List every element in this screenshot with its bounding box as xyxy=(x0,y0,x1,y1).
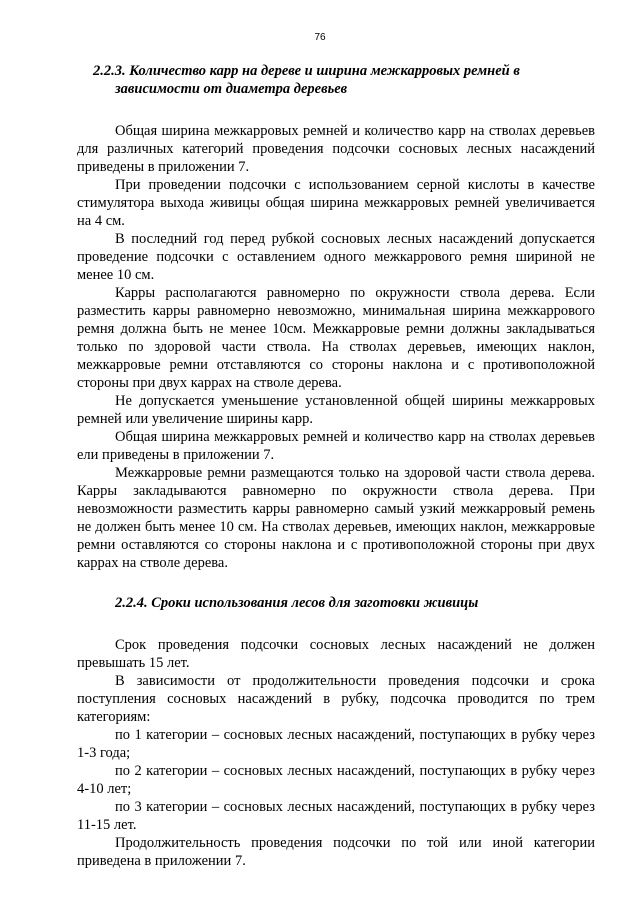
paragraph: В зависимости от продолжительности проведения подсочки и срока поступления сосновых насаждений в рубку, подсочка проводится по трем категориям: xyxy=(77,673,595,725)
paragraph: Межкарровые ремни размещаются только на здоровой части ствола дерева. Карры закладываются равномерно по окружности ствола дерева. При невозможности разместить карры равномерно самый узкий межкарровый ремень не должен быть менее 10 см. На стволах деревьев, имеющих наклон, межкарровые ремни оставляются со стороны наклона и с противоположной стороны при двух каррах на стволе дерева. xyxy=(77,465,595,571)
list-item: по 2 категории – сосновых лесных насаждений, поступающих в рубку через 4-10 лет; xyxy=(77,763,595,797)
list-item: по 3 категории – сосновых лесных насаждений, поступающих в рубку через 11-15 лет. xyxy=(77,799,595,833)
section-2-2-4 xyxy=(77,594,595,870)
paragraph: Не допускается уменьшение установленной общей ширины межкарровых ремней или увеличение ширины карр. xyxy=(77,393,595,427)
paragraph: Продолжительность проведения подсочки по той или иной категории приведена в приложении 7. xyxy=(77,835,595,869)
list-item: по 1 категории – сосновых лесных насаждений, поступающих в рубку через 1-3 года; xyxy=(77,727,595,761)
section-2-2-3 xyxy=(77,62,595,572)
paragraph: Общая ширина межкарровых ремней и количество карр на стволах деревьев для различных категорий проведения подсочки сосновых лесных насаждений приведены в приложении 7. xyxy=(77,123,595,175)
paragraph: Общая ширина межкарровых ремней и количество карр на стволах деревьев ели приведены в приложении 7. xyxy=(77,429,595,463)
page-content xyxy=(77,62,595,870)
paragraph: При проведении подсочки с использованием серной кислоты в качестве стимулятора выхода живицы общая ширина межкарровых ремней увеличивается на 4 см. xyxy=(77,177,595,229)
paragraph: Карры располагаются равномерно по окружности ствола дерева. Если разместить карры равномерно невозможно, минимальная ширина межкаррового ремня должна быть не менее 10см. Межкарровые ремни должны закладываться только по здоровой части ствола. На стволах деревьев, имеющих наклон, межкарровые ремни отставляются со стороны наклона и с противоположной стороны при двух каррах на стволе дерева. xyxy=(77,285,595,391)
section-heading: 2.2.3. Количество карр на дереве и ширина межкарровых ремней в зависимости от диаметра деревьев xyxy=(93,63,520,97)
paragraph: В последний год перед рубкой сосновых лесных насаждений допускается проведение подсочки с оставлением одного межкаррового ремня шириной не менее 10 см. xyxy=(77,231,595,283)
section-heading: 2.2.4. Сроки использования лесов для заготовки живицы xyxy=(115,595,479,611)
page-number: 76 xyxy=(314,32,326,43)
paragraph: Срок проведения подсочки сосновых лесных насаждений не должен превышать 15 лет. xyxy=(77,637,595,671)
